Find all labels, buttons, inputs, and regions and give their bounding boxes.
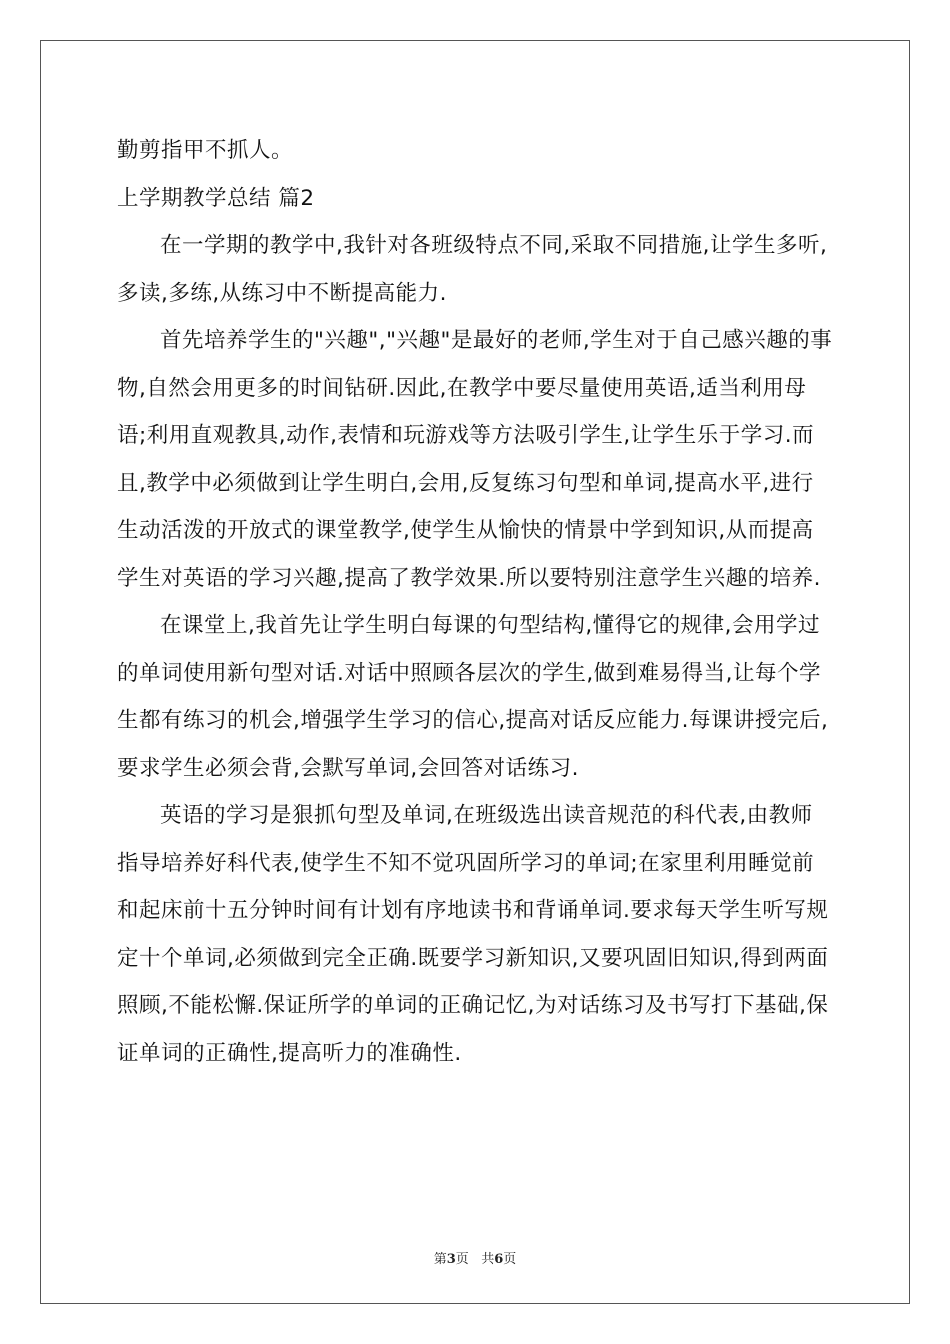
paragraph-3: 在课堂上,我首先让学生明白每课的句型结构,懂得它的规律,会用学过的单词使用新句型对话.对话中照顾各层次的学生,做到难易得当,让每个学生都有练习的机会,增强学生学习的信心,提高对话反应能力.每课讲授完后,要求学生必须会背,会默写单词,会回答对话练习. <box>117 613 829 781</box>
footer-page-number: 3 <box>446 1252 456 1267</box>
paragraph-1: 在一学期的教学中,我针对各班级特点不同,采取不同措施,让学生多听,多读,多练,从练习中不断提高能力. <box>117 233 828 306</box>
document-body <box>117 127 833 1077</box>
footer-total-suffix: 页 <box>503 1252 517 1267</box>
footer-total-pages: 6 <box>494 1252 504 1267</box>
opening-line: 勤剪指甲不抓人。 <box>117 138 294 163</box>
paragraph-4: 英语的学习是狠抓句型及单词,在班级选出读音规范的科代表,由教师指导培养好科代表,使学生不知不觉巩固所学习的单词;在家里利用睡觉前和起床前十五分钟时间有计划有序地读书和背诵单词.要求每天学生听写规定十个单词,必须做到完全正确.既要学习新知识,又要巩固旧知识,得到两面照顾,不能松懈.保证所学的单词的正确记忆,为对话练习及书写打下基础,保证单词的正确性,提高听力的准确性. <box>117 803 829 1066</box>
section-title: 上学期教学总结 篇2 <box>117 185 315 211</box>
paragraph-2: 首先培养学生的"兴趣","兴趣"是最好的老师,学生对于自己感兴趣的事物,自然会用更多的时间钻研.因此,在教学中要尽量使用英语,适当利用母语;利用直观教具,动作,表情和玩游戏等方法吸引学生,让学生乐于学习.而且,教学中必须做到让学生明白,会用,反复练习句型和单词,提高水平,进行生动活泼的开放式的课堂教学,使学生从愉快的情景中学到知识,从而提高学生对英语的学习兴趣,提高了教学效果.所以要特别注意学生兴趣的培养. <box>117 328 833 591</box>
footer-page-suffix: 页 <box>455 1252 469 1267</box>
page-footer <box>0 1248 950 1267</box>
footer-total-prefix: 共 <box>481 1252 495 1267</box>
footer-page-prefix: 第 <box>433 1252 447 1267</box>
